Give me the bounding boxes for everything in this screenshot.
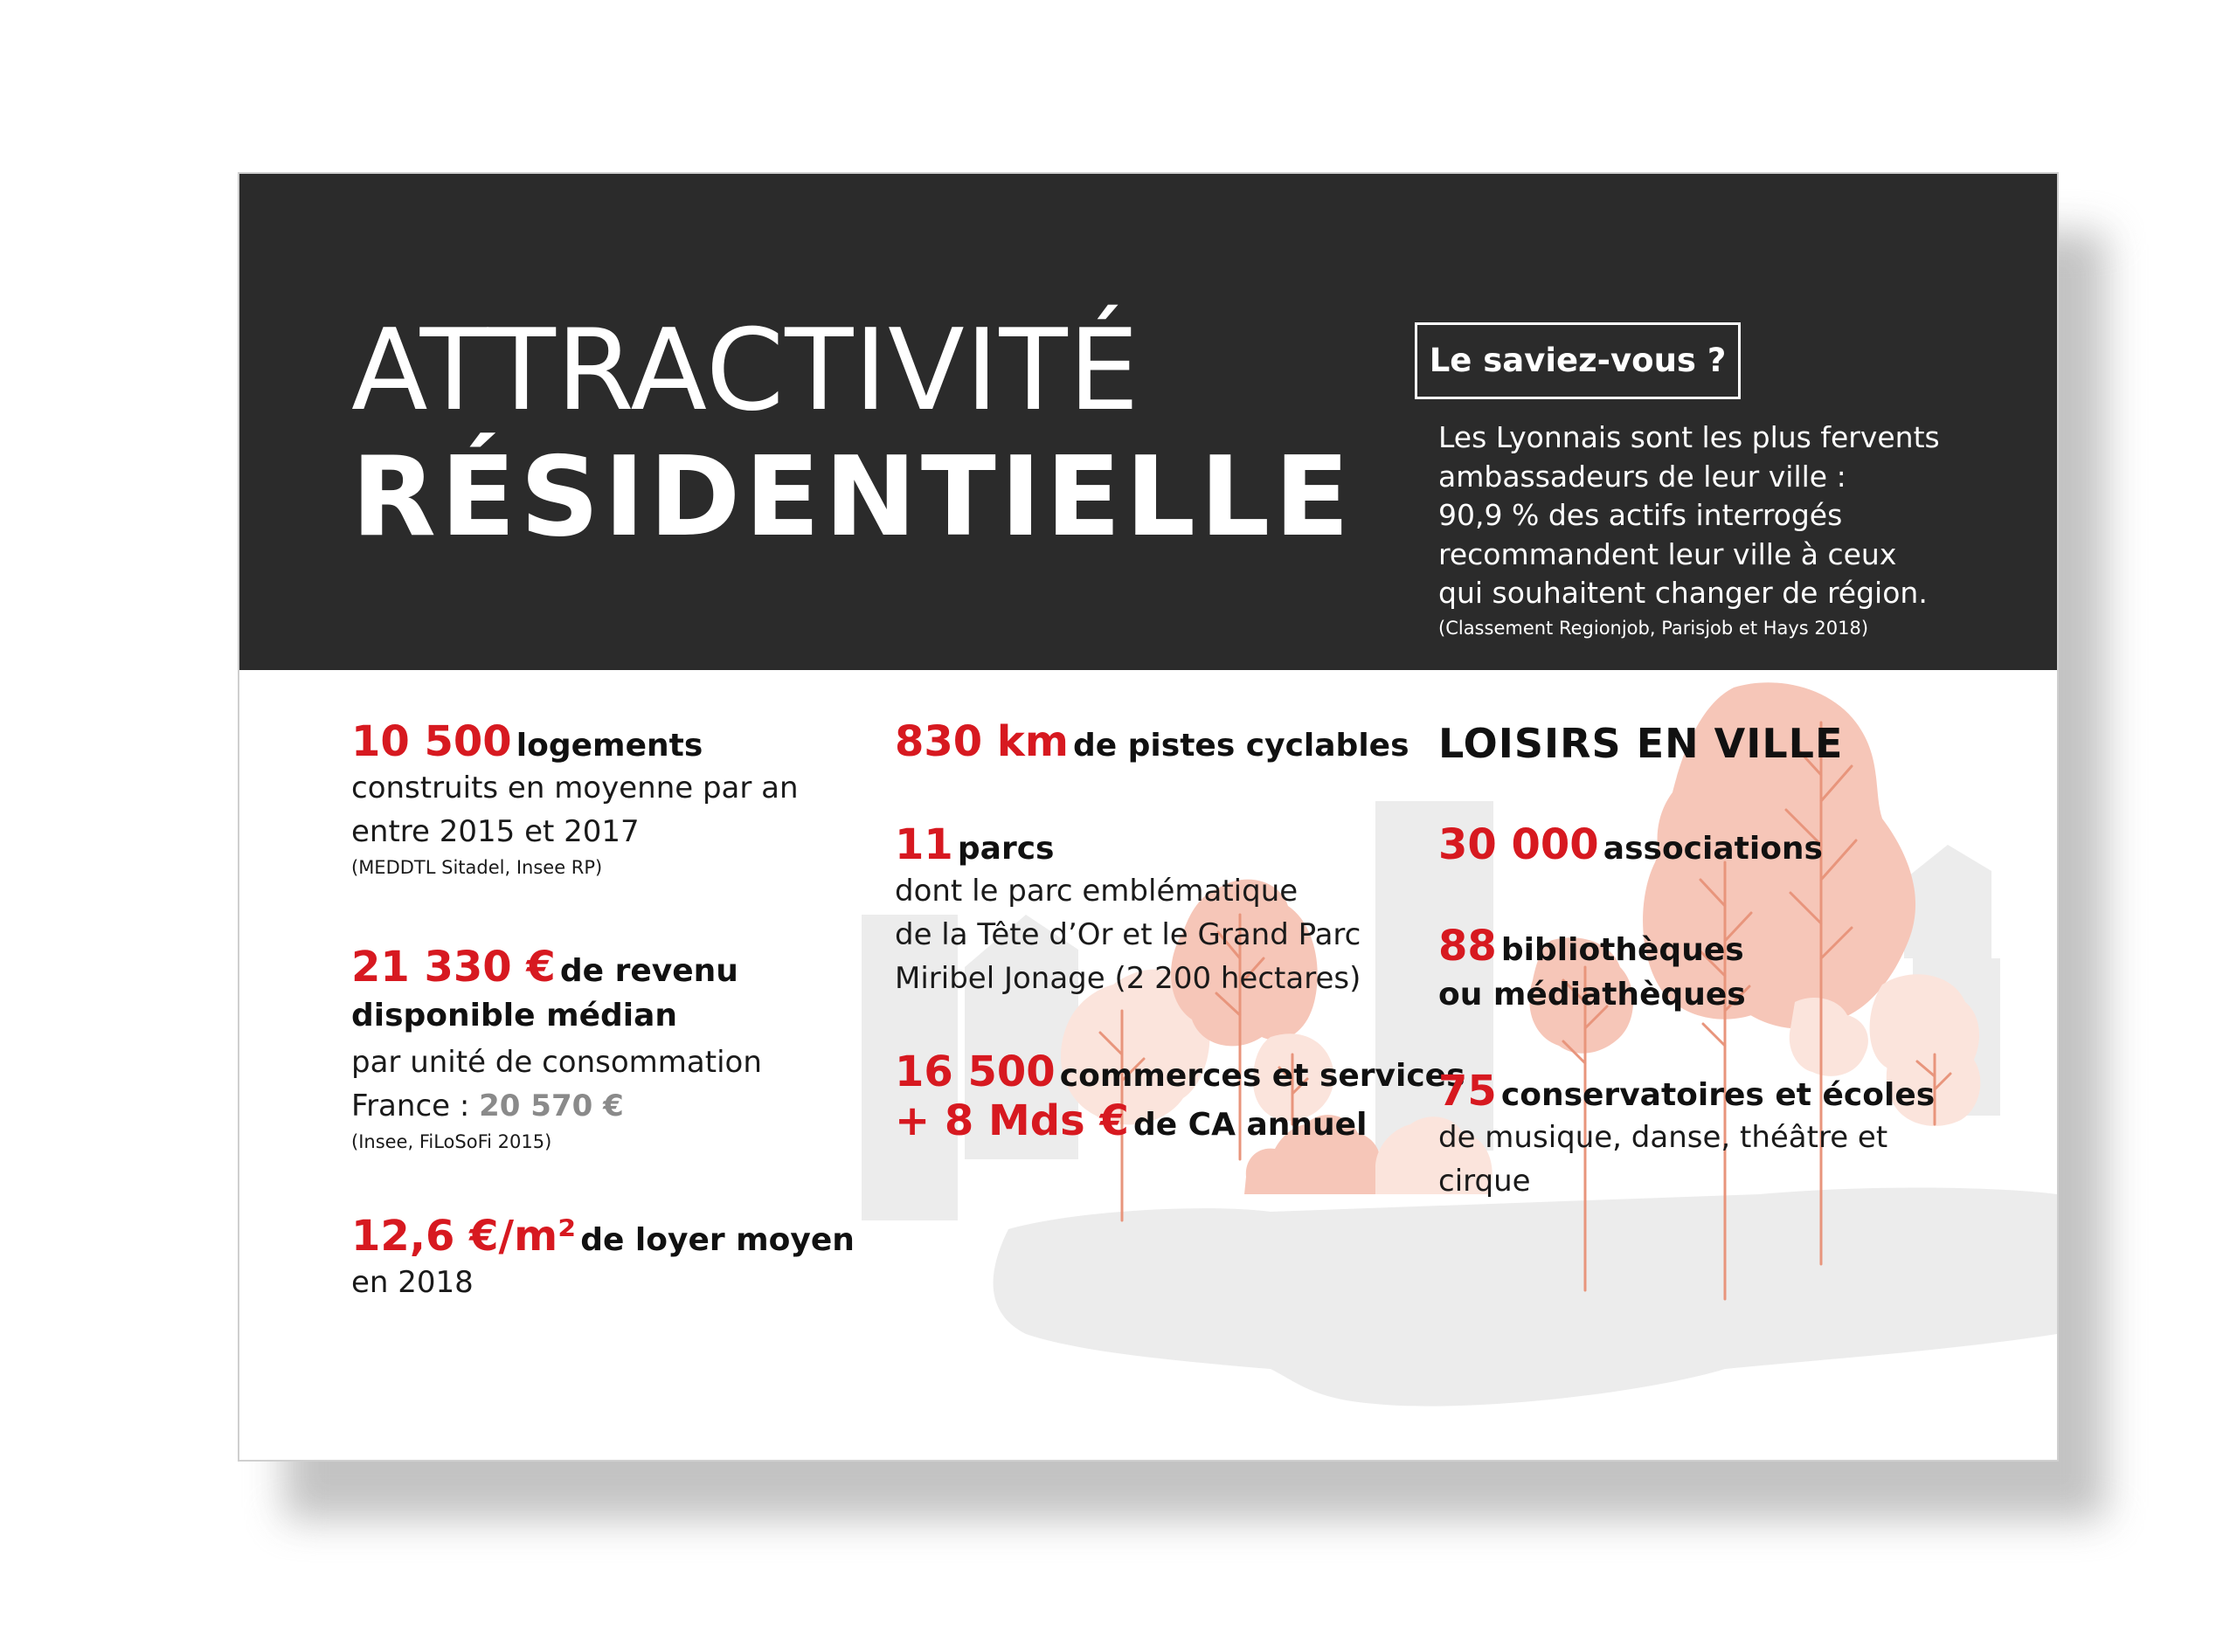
- libraries-label-2: ou médiathèques: [1438, 977, 1746, 1013]
- stat-income: [351, 943, 762, 1156]
- housing-value: 10 500: [351, 717, 512, 766]
- did-you-know-line: ambassadeurs de leur ville :: [1438, 459, 1846, 494]
- infographic-card: [238, 172, 2059, 1462]
- ground-illustration: [994, 1188, 2057, 1407]
- conservatories-value: 75: [1438, 1067, 1497, 1116]
- did-you-know-source: (Classement Regionjob, Parisjob et Hays 2018): [1438, 618, 1869, 639]
- rent-label: de loyer moyen: [580, 1222, 855, 1258]
- cycling-value: 830 km: [895, 717, 1069, 766]
- did-you-know-line: qui souhaitent changer de région.: [1438, 576, 1928, 610]
- income-source: (Insee, FiLoSoFi 2015): [351, 1131, 552, 1152]
- parks-line-1: dont le parc emblématique: [895, 874, 1299, 909]
- title-line-2: RÉSIDENTIELLE: [351, 432, 1354, 561]
- conservatories-line-1: de musique, danse, théâtre et: [1438, 1120, 1888, 1155]
- did-you-know-box: Le saviez-vous ?: [1415, 322, 1741, 399]
- stat-housing: [351, 717, 799, 881]
- leisure-title: LOISIRS EN VILLE: [1438, 720, 1844, 767]
- parks-label: parcs: [957, 831, 1055, 867]
- associations-label: associations: [1603, 831, 1823, 867]
- stat-parks: [895, 820, 1361, 1000]
- libraries-label: bibliothèques: [1500, 932, 1744, 968]
- housing-line-1: construits en moyenne par an: [351, 771, 799, 805]
- commerce-value-2: + 8 Mds €: [895, 1096, 1129, 1145]
- income-label-2: disponible médian: [351, 998, 678, 1033]
- parks-line-2: de la Tête d’Or et le Grand Parc: [895, 917, 1361, 952]
- stat-cycling: [895, 717, 1409, 766]
- income-value: 21 330 €: [351, 943, 556, 992]
- did-you-know-text: [1438, 418, 1998, 613]
- commerce-label-2: de CA annuel: [1132, 1107, 1368, 1143]
- did-you-know-line: recommandent leur ville à ceux: [1438, 536, 1897, 571]
- parks-value: 11: [895, 820, 953, 869]
- did-you-know-line: 90,9 % des actifs interrogés: [1438, 498, 1843, 532]
- housing-line-2: entre 2015 et 2017: [351, 814, 640, 849]
- libraries-value: 88: [1438, 922, 1497, 971]
- income-line-1: par unité de consommation: [351, 1045, 762, 1080]
- did-you-know-line: Les Lyonnais sont les plus fervents: [1438, 420, 1940, 454]
- stat-libraries: [1438, 922, 1746, 1020]
- commerce-value: 16 500: [895, 1047, 1056, 1096]
- conservatories-label: conservatoires et écoles: [1500, 1077, 1936, 1113]
- stat-conservatories: [1438, 1067, 1935, 1203]
- title-line-1: ATTRACTIVITÉ: [351, 306, 1140, 436]
- stat-rent: [351, 1212, 855, 1304]
- income-france-prefix: France :: [351, 1089, 480, 1123]
- commerce-label: commerces et services: [1059, 1058, 1465, 1094]
- stat-associations: [1438, 820, 1823, 869]
- header-banner: [239, 174, 2057, 670]
- conservatories-line-2: cirque: [1438, 1164, 1531, 1199]
- rent-value: 12,6 €/m²: [351, 1212, 577, 1261]
- cycling-label: de pistes cyclables: [1072, 728, 1409, 764]
- associations-value: 30 000: [1438, 820, 1599, 869]
- income-france-value: 20 570 €: [479, 1089, 624, 1123]
- rent-line-1: en 2018: [351, 1265, 474, 1300]
- housing-label: logements: [516, 728, 703, 764]
- income-label: de revenu: [559, 953, 738, 989]
- housing-source: (MEDDTL Sitadel, Insee RP): [351, 857, 603, 878]
- parks-line-3: Miribel Jonage (2 200 hectares): [895, 961, 1361, 996]
- stat-commerce: [895, 1047, 1465, 1145]
